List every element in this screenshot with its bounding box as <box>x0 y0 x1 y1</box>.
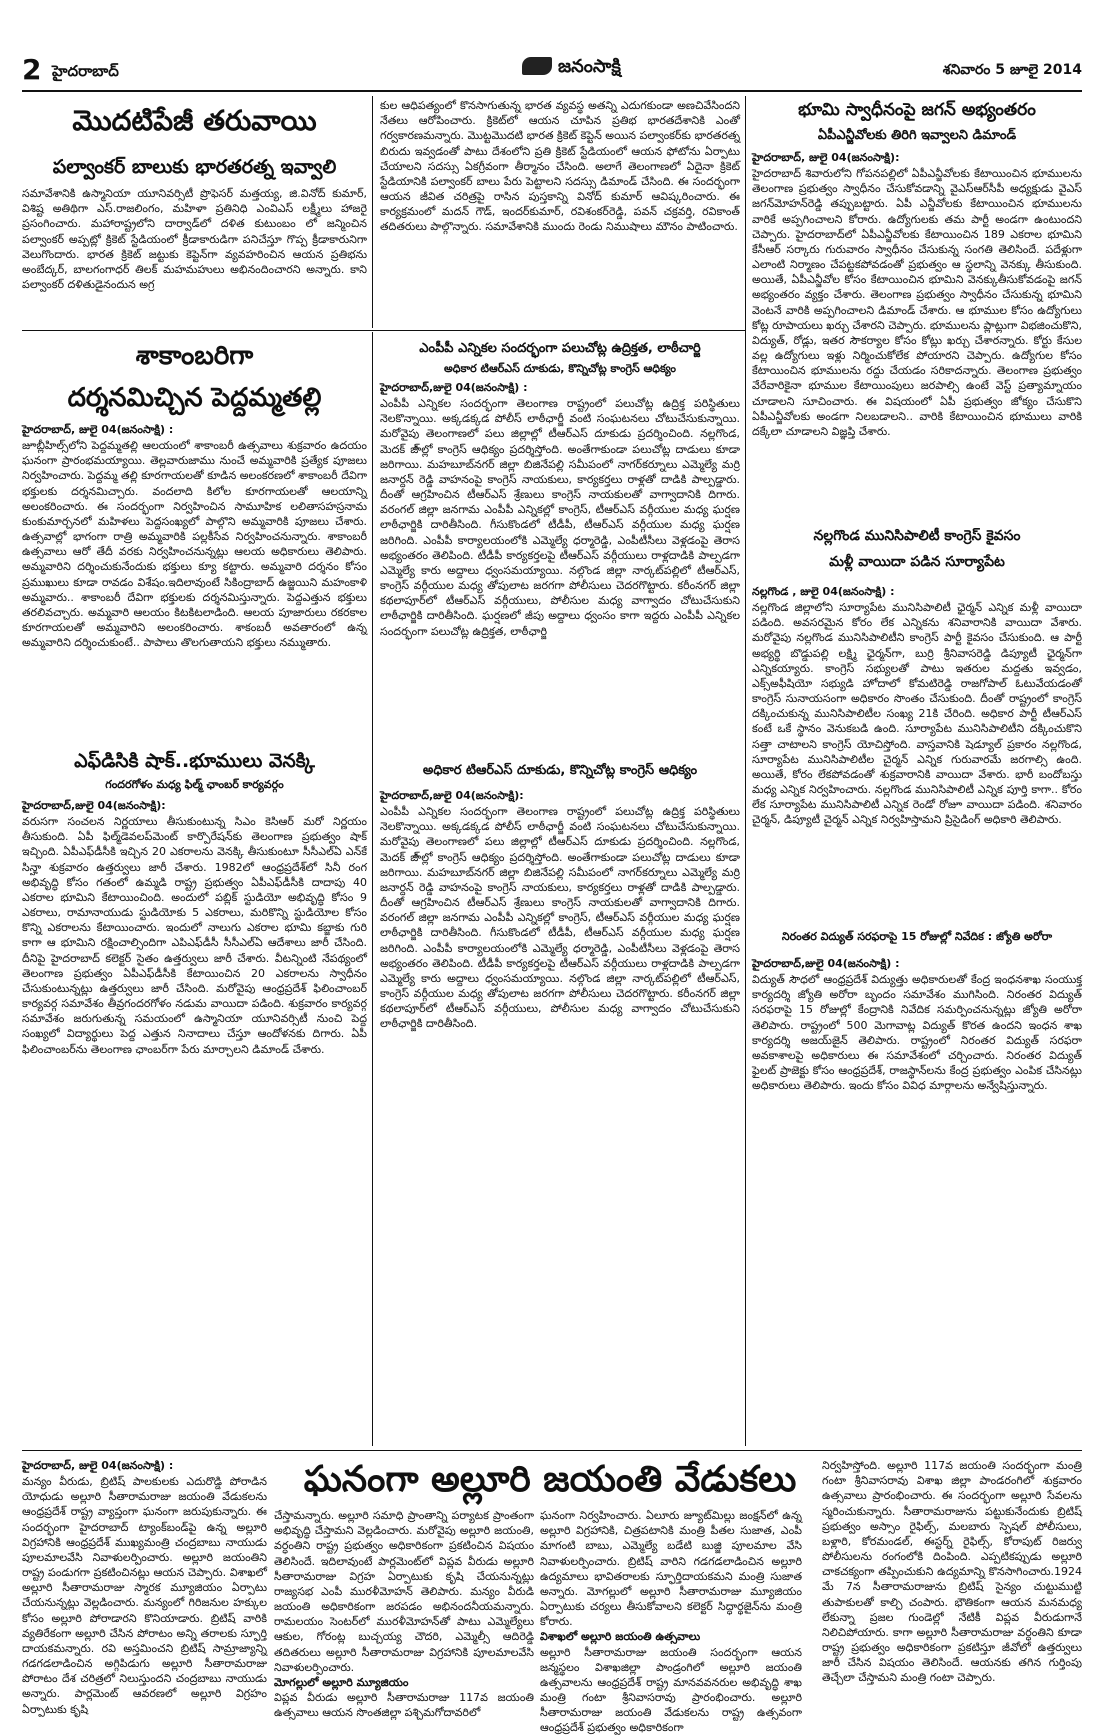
column-rule <box>372 96 373 328</box>
article-body: సమావేశానికి ఉస్మానియా యూనివర్సిటీ ప్రొఫెసర్ మత్తయ్య, జి.వినోద్ కుమార్, విశిష్ట అతిథిగా ఎస్.రాజలింగం, మహిళా ప్రతినిధి ఎంవిఎస్ లక్ష్మీలు హాజరై ప్రసంగించారు. మహారాష్ట్రలోని దార్వాడ్‌లో దళిత కుటుంబం లో జన్మించిన పల్వాంకర్ అప్పట్లో క్రికెట్ స్టేడియంలో క్రీడాకారుడిగా పనిచేస్తూ గొప్ప క్రీడాకారునిగా వెలుగొందారు. భారత క్రికెట్ జట్టుకు కెప్టెన్‌గా వ్యవహరించిన ఆయన ప్రతిభను అంబేద్కర్, బాలగంగాధర్ తిలక్ మహమహులు అభినందించారని అన్నారు. కాని పల్వాంకర్ దళితుడైనందున అగ్ర <box>22 187 367 292</box>
article-body: మన్యం వీరుడు, బ్రిటిష్ పాలకులకు ఎదురొడ్డి పోరాడిన యోధుడు అల్లూరి సీతారామరాజు జయంతి వేడుకలను ఆంధ్రప్రదేశ్ రాష్ట్ర వ్యాప్తంగా ఘనంగా జరుపుకున్నారు. ఈ సందర్భంగా హైదరాబాద్ ట్యాంక్‌బండ్‌పై ఉన్న అల్లూరి విగ్రహానికి ఆంధ్రప్రదేశ్ ముఖ్యమంత్రి చంద్రబాబు నాయుడు పూలమాలవేసి నివాళులర్పించారు. అల్లూరి జయంతిని రాష్ట్ర పండుగగా ప్రకటించినట్లు ఆయన చెప్పారు. విశాఖలో అల్లూరి సీతారామరాజు స్మారక మ్యూజియం ఏర్పాటు చేయనున్నట్లు వెల్లడించారు. మన్యంలో గిరిజనుల హక్కుల కోసం అల్లూరి పోరాడారని కొనియాడారు. బ్రిటిష్ వారికి వ్యతిరేకంగా అల్లూరి చేసిన పోరాటం అన్ని తరాలకు స్ఫూర్తి దాయకమన్నారు. రవి అస్తమించని బ్రిటిష్ సామ్రాజ్యాన్ని గడగడలాడించిన అగ్గిపిడుగు అల్లూరి సీతారామరాజు పోరాటం దేశ చరిత్రలో నిలుస్తుందని చంద్రబాబు నాయుడు అన్నారు. పార్లమెంట్ ఆవరణలో అల్లూరి విగ్రహం ఏర్పాటుకు కృషి <box>22 1475 267 1716</box>
page-city: హైదరాబాద్ <box>52 62 119 80</box>
article-body: నల్లగొండ జిల్లాలోని సూర్యాపేట మునిసిపాలిటీ ఛైర్మన్ ఎన్నిక మళ్లీ వాయిదా పడింది. అవసరమైన కోరం లేక ఎన్నికను శనివారానికి వాయిదా వేశారు. మరోవైపు నల్లగొండ మునిసిపాలిటీని కాంగ్రెస్ పార్టీ కైవసం చేసుకుంది. ఆ పార్టీ అభ్యర్థి బొడ్డుపల్లి లక్ష్మి ఛైర్మన్‌గా, బుర్రి శ్రీనివాసరెడ్డి డిప్యూటీ ఛైర్మన్‌గా ఎన్నికయ్యారు. కాంగ్రెస్ సభ్యులతో పాటు ఇతరుల మద్దతు ఇవ్వడం, ఎక్స్‌అఫీషియో సభ్యుడి హోదాలో కోమటిరెడ్డి రాజగోపాల్ ఓటువేయడంతో కాంగ్రెస్ సునాయసంగా అధికారం సొంతం చేసుకుంది. దీంతో రాష్ట్రంలో కాంగ్రెస్ దక్కించుకున్న మునిసిపాలిటీల సంఖ్య 21కి చేరింది. అధికార పార్టీ టీఆర్ఎస్ కంటే ఒకే స్థానం వెనుకబడి ఉంది. సూర్యాపేట మునిసిపాలిటీని దక్కించుకొని సత్తా చాటాలని కాంగ్రెస్ యోచిస్తోంది. వాస్తవానికి షెడ్యూల్ ప్రకారం నల్లగొండ, సూర్యాపేట మునిసిపాలిటీల చైర్మన్ ఎన్నిక గురువారమే జరగాల్సి ఉంది. అయితే, కోరం లేకపోవడంతో శుక్రవారానికి వాయిదా వేశారు. భారీ బందోబస్తు మధ్య ఎన్నిక నిర్వహించారు. నల్లగొండ మునిసిపాలిటీ ఎన్నిక పూర్తి కాగా.. కోరం లేక సూర్యాపేట మునిసిపాలిటీ ఎన్నిక రెండో రోజూ వాయిదా పడింది. శనివారం చైర్మన్, డిప్యూటీ చైర్మన్ ఎన్నిక నిర్వహిస్తామని ప్రిసైడింగ్ అధికారి తెలిపారు. <box>752 601 1082 827</box>
masthead-text: జనంసాక్షి <box>558 56 621 77</box>
article-dateline: హైదరాబాద్, జులై 04(జనంసాక్షి) : <box>22 423 174 436</box>
column-rule <box>745 96 746 446</box>
article-body: ఎంపీపీ ఎన్నికల సందర్భంగా తెలంగాణ రాష్ట్రంలో పలుచోట్ల ఉద్రిక్త పరిస్థితులు నెలకొన్నాయి. అక్కడక్కడ పోలీస్ లాఠీఛార్జీ వంటి సంఘటనలు చోటుచేసుకున్నాయి. మరోవైపు తెలంగాణలో పలు జిల్లాల్లో టీఆర్ఎస్ దూకుడు ప్రదర్శించింది. నల్లగొండ, మెదక్ జి్‌ాల్లో కాంగ్రెస్ ఆధిక్యం ప్రదర్శిస్తోంది. అంతేగాకుండా పలుచోట్ల దాడులు కూడా జరిగాయి. మహబూబ్‌నగర్ జిల్లా బిజినేపల్లి సమీపంలో నాగర్‌కర్నూలు ఎమ్మెల్యే మర్రి జనార్దన్ రెడ్డి వాహనంపై కాంగ్రెస్ నాయకులు, కార్యకర్తలు రాళ్లతో దాడికి పాల్పడ్డారు. దీంతో ఆగ్రహించిన టీఆర్ఎస్ శ్రేణులు కాంగ్రెస్ నాయకులతో వాగ్వాదానికి దిగారు. వరంగల్ జిల్లా జనగామ ఎంపీపీ ఎన్నికల్లో కాంగ్రెస్, టీఆర్ఎస్ వర్గీయుల మధ్య ఘర్షణ లాఠీఛార్జికి దారితీసింది. గీసుకొండలో టీడీపీ, టీఆర్ఎస్ వర్గీయుల మధ్య ఘర్షణ జరిగింది. ఎంపీపీ కార్యాలయంలోకి ఎమ్మెల్యే ధర్మారెడ్డి, ఎంపీటీసీలు వెళ్లడంపై తెరాస అభ్యంతరం తెలిపింది. టీడీపీ కార్యకర్తలపై టీఆర్ఎస్ వర్గీయులు రాళ్లదాడికి పాల్పడగా ఎమ్మెల్యే కారు అద్దాలు ధ్వంసమయ్యాయి. నల్గొండ జిల్లా నార్కట్‌పల్లిలో టీఆర్ఎస్, కాంగ్రెస్ వర్గీయుల మధ్య తోపులాట జరగగా పోలీసులు చెదరగొట్టారు. కరీంనగర్ జిల్లా కథలాపూర్‌లో టీఆర్ఎస్ వర్గీయులు, పోలీసుల మధ్య వాగ్వాదం చోటుచేసుకుని లాఠీఛార్జికి దారితీసింది. ఘర్షణలో జీపు అద్దాలు ధ్వంసం కాగా ఇద్దరు ఎంపీపీ ఎన్నికల సందర్భంగా పలుచోట్ల ఉద్రిక్తత, లాఠీఛార్జి <box>380 397 740 638</box>
article-headline: నిరంతర విద్యుత్ సరఫరాపై 15 రోజుల్లో నివేదిక : జ్యోతి అరోరా <box>781 930 1053 943</box>
article-subhead: అధికార టిఆర్ఎస్ దూకుడు, కొన్నిచోట్ల కాంగ్రెస్ ఆధిక్యం <box>444 362 676 375</box>
article-dateline: హైదరాబాద్, జులై 04(జనంసాక్షి) : <box>22 1459 174 1472</box>
article-dateline: హైదరాబాద్,జులై 04(జనంసాక్షి) : <box>380 381 528 394</box>
article-subhead: గందరగోళం మధ్య ఫిల్మ్ ఛాంబర్ కార్యవర్గం <box>105 778 284 791</box>
page-header <box>22 52 1082 88</box>
article-headline: పల్వాంకర్ బాలుకు భారతరత్న ఇవ్వాలి <box>52 156 337 178</box>
logo-mark-icon <box>522 57 552 75</box>
article-headline: దర్శనమిచ్చిన పెద్దమ్మతల్లి <box>67 383 322 413</box>
column-rule <box>372 332 373 446</box>
article-body-continued: కుల ఆధిపత్యంలో కొనసాగుతున్న భారత వ్యవస్థ అతన్ని ఎదుగకుండా అణచివేసిందని నేతలు ఆరోపించారు. క్రికెట్‌లో ఆయన చూపిన ప్రతిభ భారతదేశానికి ఎంతో గర్వకారణమన్నారు. మొట్టమొదటి భారత క్రికెట్ కెప్టెన్ అయిన పల్వాంకర్‌కు భారతరత్న బిరుదు ఇవ్వడంతో పాటు దేశంలోని ప్రతి క్రికెట్ స్టేడియంలో ఆయన ఫోటోను ఏర్పాటు చేయాలని సదస్సు ఏకగ్రీవంగా తీర్మానం చేసింది. అలాగే తెలంగాణలో ఏదైనా క్రికెట్ స్టేడియానికి పల్వాంకర్ బాలు పేరు పెట్టాలని సదస్సు డిమాండ్ చేసింది. ఈ సందర్భంగా ఆయన జీవిత చరిత్రపై రాసిన పుస్తకాన్ని వినోద్ కుమార్ ఆవిష్కరించారు. ఈ కార్యక్రమంలో మదన్ గౌడ్, ఇందర్‌కుమార్, రవిశంకర్‌రెడ్డి, పవన్ చక్రవర్తి, రవికాంత్ తదితరులు పాల్గొన్నారు. సమావేశానికి ముందు రెండు నిముషాలు మౌనం పాటించారు. <box>380 99 741 234</box>
article-body: విద్యుత్ సౌధలో ఆంధ్రప్రదేశ్ విద్యుత్తు అధికారులతో కేంద్ర ఇంధనశాఖ సంయుక్త కార్యదర్శి జ్యోతి అరోరా బృందం సమావేశం ముగిసింది. నిరంతర విద్యుత్ సరఫరాపై 15 రోజుల్లో కేంద్రానికి నివేదిక సమర్పించనున్నట్లు జ్యోతి అరోరా తెలిపారు. రాష్ట్రంలో 500 మెగావాట్ల విద్యుత్ కొరత ఉందని ఇంధన శాఖ కార్యదర్శి అజయ్‌జైన్ తెలిపారు. రాష్ట్రంలో నిరంతర విద్యుత్ సరఫరా అవకాశాలపై అధికారులు ఈ సమావేశంలో చర్చించారు. నిరంతర విద్యుత్ ఫైలట్ ప్రాజెక్టు కోసం ఆంధ్రప్రదేశ్, రాజస్థాన్‌లను కేంద్ర ప్రభుత్వం ఎంపిక చేసినట్లు అధికారులు తెలిపారు. ఇందు కోసం వివిధ మార్గాలను అన్వేషిస్తున్నారు. <box>752 973 1082 1093</box>
article-headline: ఎఫ్‌డిసికి షాక్..భూములు వెనక్కి <box>74 750 315 772</box>
article-dateline: హైదరాబాద్,జులై 04(జనంసాక్షి) : <box>752 957 900 970</box>
article-dateline: హైదరాబాద్,జులై 04(జనంసాక్షి): <box>380 789 524 802</box>
article-headline: ఎంపీపీ ఎన్నికల సందర్భంగా పలుచోట్ల ఉద్రిక్తత, లాఠీచార్జి <box>419 341 701 356</box>
article-body: చేస్తామన్నారు. అల్లూరి సమాధి ప్రాంతాన్ని పర్యాటక ప్రాంతంగా అభివృద్ధి చేస్తామని వెల్లడించారు. మరోవైపు అల్లూరి జయంతి, వర్ధంతిని రాష్ట్ర ప్రభుత్వం అధికారికంగా ప్రకటించిన విషయం తెలిసిందే. ఇదిలావుంటే పార్లమెంట్‌లో విప్లవ వీరుడు అల్లూరి సీతారామరాజు విగ్రహ ఏర్పాటుకు కృషి చేయనున్నట్లు రాజ్యసభ ఎంపీ మురళీమోహన్ తెలిపారు. మన్యం వీరుడి జయంతి అధికారికంగా జరపడం అభినందనీయమన్నారు. రామలయం సెంటర్‌లో మురళీమోహన్‌తో పాటు ఎమ్మెల్యేలు ఆకుల, గోరంట్ల బుచ్చయ్య చౌదరి, ఎమ్మెల్సీ ఆదిరెడ్డి తదితరులు అల్లూరి సీతారామరాజు విగ్రహానికి పూలమాలవేసి నివాళులర్పించారు. మోగల్లులో అల్లూరి మ్యూజియం విప్లవ వీరుడు అల్లూరి సీతారామరాజు 117వ జయంతి ఉత్సవాలు ఆయన సొంతజిల్లా పశ్చిమగోదావరిలో <box>274 1509 534 1720</box>
article-subhead: ఏపీఎన్జీవోలకు తిరిగి ఇవ్వాలని డిమాండ్ <box>817 128 1017 143</box>
article-dateline: హైదరాబాద్,జులై 04(జనంసాక్షి): <box>22 799 166 812</box>
section-rule <box>22 1450 1082 1451</box>
masthead-logo <box>522 55 621 80</box>
article-body: జూబ్లీహిల్స్‌లోని పెద్దమ్మతల్లి ఆలయంలో శాకాంబరీ ఉత్సవాలు శుక్రవారం ఉదయం ఘనంగా ప్రారంభమయ్యాయి. తెల్లవారుజాము నుంచే అమ్మవారికి ప్రత్యేక పూజలు నిర్వహించారు. పెద్దమ్మ తల్లి కూరగాయలతో కూడిన అలంకరణలో శాకాంబరీ దేవిగా భక్తులకు దర్శనమిచ్చారు. వందలాది కిలోల కూరగాయలతో ఆలయాన్ని అలంకరించారు. ఈ సందర్భంగా నిర్వహించిన సామూహిక లలితాసహస్రనామ కుంకుమార్చనలో మహిళలు పెద్దసంఖ్యలో పాల్గొని అమ్మవారికి పూజలు చేశారు. ఉత్సవాల్లో భాగంగా రాత్రి అమ్మవారికి పల్లకీసేవ నిర్వహించనున్నారు. శాకాంబరీ ఉత్సవాలు ఆరో తేదీ వరకు నిర్వహించనున్నట్లు ఆలయ అధికారులు తెలిపారు. అమ్మవారిని దర్శించుకునేందుకు భక్తులు క్యూ కట్టారు. అమ్మవారి దర్శనం కోసం ప్రముఖులు కూడా రావడం విశేషం.ఇదిలావుంటే సికింద్రాబాద్ ఉజ్జయిని మహంకాళి అమ్మవారు.. శాకాంబరీ దేవిగా భక్తులకు దర్శనమిస్తున్నారు. పెద్దఎత్తున భక్తులు తరలివచ్చారు. అమ్మవారి ఆలయం కిటకిటలాడింది. ఆలయ పూజారులు రకరకాల కూరగాయలతో అమ్మవారిని అలంకరించారు. శాకంబరీ అవతారంలో ఉన్న అమ్మవారిని దర్శించుకుంటే.. పాపాలు తొలగుతాయని భక్తులు నమ్ముతారు. <box>22 439 367 650</box>
article-dateline: హైదరాబాద్, జులై 04(జనంసాక్షి): <box>752 151 900 164</box>
article-headline: నల్లగొండ మునిసిపాలిటీ కాంగ్రెస్ కైవసం <box>813 528 1021 544</box>
article-dateline: నల్లగొండ , జులై 04(జనంసాక్షి) : <box>752 585 895 598</box>
article-headline: మళ్లీ వాయిదా పడిన సూర్యాపేట <box>829 554 1005 570</box>
article-headline: భూమి స్వాధీనంపై జగన్ అభ్యంతరం <box>798 100 1036 120</box>
section-banner: మొదటిపేజీ తరువాయి <box>72 104 317 137</box>
page-date: శనివారం 5 జూలై 2014 <box>942 62 1082 78</box>
section-rule <box>22 330 745 331</box>
article-subhead: విశాఖలో అల్లూరి జయంతి ఉత్సవాలు <box>540 1630 701 1644</box>
article-body: వరుసగా సంచలన నిర్ణయాలు తీసుకుంటున్న సిఎం కెసిఆర్ మరో నిర్ణయం తీసుకుంది. ఏపీ ఫిల్మ్‌డెవలప్‌మెంట్ కార్పొరేషన్‌కు తెలంగాణ ప్రభుత్వం షాక్ ఇచ్చింది. ఏపీఎఫ్‌డీసీకి ఇచ్చిన 20 ఎకరాలను వెనక్కి తీసుకుంటూ సీసీఎల్ఏ ఎన్‌కే సిన్హా శుక్రవారం ఉత్తర్వులు జారీ చేశారు. 1982లో ఆంధ్రప్రదేశ్‌లో సినీ రంగ అభివృద్ధి కోసం గతంలో ఉమ్మడి రాష్ట్ర ప్రభుత్వం ఏపీఎఫ్‌డీసీకి దాదాపు 40 ఎకరాల భూమిని కేటాయించింది. అందులో పబ్లిక్ స్టుడియో అభివృద్ధి కోసం 9 ఎకరాలు, రామానాయుడు స్టుడియోకు 5 ఎకరాలు, మరికొన్ని స్టుడియోల కోసం కొన్ని ఎకరాలను కేటాయించారు. ఇందులో నాలుగు ఎకరాల భూమి కబ్జాకు గురి కాగా ఆ భూమిని రక్షించాల్సిందిగా ఎపిఎఫ్‌డీసీ సీసీఎల్ఏ ఆదేశాలు జారీ చేసింది. దీనిపై హైదరాబాద్ కలెక్టర్ సైతం ఉత్తర్వులు జారీ చేశారు. వీటన్నింటి నేపథ్యంలో తెలంగాణ ప్రభుత్వం ఏపీఎఫ్‌డీసీకి కేటాయించిన 20 ఎకరాలను స్వాధీనం చేసుకుంటున్నట్లు ఉత్తర్వులు జారీ చేసింది. మరోవైపు ఆంధ్రప్రదేశ్ ఫిలించాంబర్ కార్యవర్గ సమావేశం తీవ్రగందరగోళం నడుమ వాయిదా పడింది. శుక్రవారం కార్యవర్గ సమావేశం జరుగుతున్న సమయంలో ఉస్మానియా యూనివర్సిటీ నుంచి పెద్ద సంఖ్యలో విద్యార్థులు పెద్ద ఎత్తున నినాదాలు చేస్తూ ఆందోళనకు దిగారు. ఏపీ ఫిలించాంబర్‌ను తెలంగాణ ఛాంబర్‌గా పేరు మార్చాలని డిమాండ్ చేశారు. <box>22 815 367 1056</box>
article-body: హైదరాబాద్ శివారులోని గోపనపల్లిలో ఏపీఎన్జీవోలకు కేటాయించిన భూములను తెలంగాణ ప్రభుత్వం స్వాధీనం చేసుకోవడాన్ని వైఎస్ఆర్‌సీపీ అధ్యక్షుడు వైఎస్ జగన్‌మోహన్‌రెడ్డి తప్పుబట్టారు. ఏపీ ఎన్జీవోలకు కేటాయించిన భూములను వారికే అప్పగించాలని కోరారు. ఉద్యోగులకు తమ పార్టీ అండగా ఉంటుందని చెప్పారు. హైదరాబాద్‌లో ఏపీఎన్జీవోలకు కేటాయించిన 189 ఎకరాల భూమిని కేసీఆర్ సర్కారు గురువారం స్వాధీనం చేసుకున్న సంగతి తెలిసిందే. పదేళ్లుగా ఎలాంటి నిర్మాణం చేపట్టకపోవడంతో ప్రభుత్వం ఆ స్థలాన్ని వెనక్కు తీసుకుంది. అయితే, ఏపీఎన్జీవోల కోసం కేటాయించిన భూమిని వెనక్కుతీసుకోవడంపై జగన్ అభ్యంతరం వ్యక్తం చేశారు. తెలంగాణ ప్రభుత్వం స్వాధీనం చేసుకున్న భూమిని వెంటనే వారికి అప్పగించాలని డిమాండ్ చేశారు. ఆ భూముల కోసం ఉద్యోగులు కోట్ల రూపాయలు ఖర్చు చేశారని చెప్పారు. భూములను ప్లాట్లుగా విభజించుకొని, విద్యుత్, రోడ్లు, ఇతర సౌకర్యాల కోసం కోట్లు ఖర్చు చేశారన్నారు. కోర్టు కేసుల వల్ల ఉద్యోగులు ఇళ్లు నిర్మించుకోలేక పోయారని చెప్పారు. ఉద్యోగుల కోసం కేటాయించిన భూములను రద్దు చేయడం సరికాదన్నారు. తెలంగాణ ప్రభుత్వం వేరేవారికైనా భూముల కేటాయింపులు జరపాల్సి ఉంటే వెస్ట్ ప్రత్యామ్నాయం చూడాలని సూచించారు. ఈ విషయంలో ఏపీ ప్రభుత్వం జోక్యం చేసుకొని ఏపీఎన్జీవోలకు అండగా నిలబడాలని.. వారికి కేటాయించిన భూములు వారికి దక్కేలా చూడాలని విజ్ఞప్తి చేశారు. <box>752 167 1082 438</box>
article-headline: అధికార టిఆర్ఎస్ దూకుడు, కొన్నిచోట్ల కాంగ్రెస్ ఆధిక్యం <box>422 763 698 778</box>
column-rule <box>372 446 373 1446</box>
column-rule <box>745 446 746 1446</box>
header-rule <box>22 90 1082 92</box>
page-number: 2 <box>22 53 42 86</box>
article-headline: ఘనంగా అల్లూరి జయంతి వేడుకలు <box>303 1459 797 1500</box>
article-body: ఘనంగా నిర్వహించారు. ఏలూరు జ్యూట్‌మిల్లు జంక్షన్‌లో ఉన్న అల్లూరి విగ్రహానికి, చిత్రపటానికి మంత్రి పీతల సుజాత, ఎంపీ మాగంటి బాబు, ఎమ్మెల్యే బడేటి బుజ్జి పూలమాల వేసి నివాళులర్పించారు. బ్రిటిష్ వారిని గడగడలాడించిన అల్లూరి ఉద్యమాలు భావితరాలకు స్ఫూర్తిదాయకమని మంత్రి సుజాత అన్నారు. మోగల్లులో అల్లూరి సీతారామరాజు మ్యూజియం ఏర్పాటుకు చర్యలు తీసుకోవాలని కలెక్టర్ సిద్ధార్థజైన్‌ను మంత్రి కోరారు. విశాఖలో అల్లూరి జయంతి ఉత్సవాలు అల్లూరి సీతారామరాజు జయంతి సందర్భంగా ఆయన జన్మస్థలం విశాఖజిల్లా పాండ్రంగిలో అల్లూరి జయంతి ఉత్సవాలను ఆంధ్రప్రదేశ్ రాష్ట్ర మానవవనరుల అభివృద్ధి శాఖ మంత్రి గంటా శ్రీనివాసరావు ప్రారంభించారు. అల్లూరి సీతారామరాజు జయంతి వేడుకలను రాష్ట్ర ఉత్సవంగా ఆంధ్రప్రదేశ్ ప్రభుత్వం అధికారికంగా <box>540 1509 802 1735</box>
article-headline: శాకాంబరిగా <box>135 341 254 371</box>
article-body: నిర్వహిస్తోంది. అల్లూరి 117వ జయంతి సందర్భంగా మంత్రి గంటా శ్రీనివాసరావు విశాఖ జిల్లా పాండరంగిలో శుక్రవారం ఉత్సవాలు ప్రారంభించారు. ఈ సందర్భంగా అల్లూరి సేవలను స్మరించుకున్నారు. సీతారామరాజును పట్టుకునేందుకు బ్రిటిష్ ప్రభుత్వం అస్సాం రైఫిల్స్, మలబారు స్పెషల్ పోలీసులు, బళ్లారి, కోరమండల్, ఈస్టర్న్ రైఫిల్స్, కోరాపుట్ రిజర్వు పోలీసులను రంగంలోకి దింపింది. ఎప్పటికప్పుడు అల్లూరి చాకచక్యంగా తప్పించుకుని ఉద్యమాన్ని కొనసాగించారు.1924 మే 7న సీతారామరాజును బ్రిటిష్ సైన్యం చుట్టుముట్టి తుపాకులతో కాల్చి చంపారు. భౌతికంగా ఆయన మనమధ్య లేకున్నా ప్రజల గుండెల్లో నేటికీ విప్లవ వీరుడుగానే నిలిచిపోయారు. కాగా అల్లూరి సీతారామరాజు వర్ధంతిని కూడా రాష్ట్ర ప్రభుత్వం అధికారికంగా ప్రకటిస్తూ జీవోలో ఉత్తర్వులు జారీ చేసిన విషయం తెలిసిందే. ఆయనకు తగిన గుర్తింపు తెచ్చేలా చేస్తామని మంత్రి గంటా చెప్పారు. <box>822 1459 1082 1685</box>
article-subhead: మోగల్లులో అల్లూరి మ్యూజియం <box>274 1675 409 1689</box>
article-body: ఎంపీపీ ఎన్నికల సందర్భంగా తెలంగాణ రాష్ట్రంలో పలుచోట్ల ఉద్రిక్త పరిస్థితులు నెలకొన్నాయి. అక్కడక్కడ పోలీస్ లాఠీఛార్జీ వంటి సంఘటనలు చోటుచేసుకున్నాయి. మరోవైపు తెలంగాణలో పలు జిల్లాల్లో టీఆర్ఎస్ దూకుడు ప్రదర్శించింది. నల్లగొండ, మెదక్ జి్‌ాల్లో కాంగ్రెస్ ఆధిక్యం ప్రదర్శిస్తోంది. అంతేగాకుండా పలుచోట్ల దాడులు కూడా జరిగాయి. మహబూబ్‌నగర్ జిల్లా బిజినేపల్లి సమీపంలో నాగర్‌కర్నూలు ఎమ్మెల్యే మర్రి జనార్దన్ రెడ్డి వాహనంపై కాంగ్రెస్ నాయకులు, కార్యకర్తలు రాళ్లతో దాడికి పాల్పడ్డారు. దీంతో ఆగ్రహించిన టీఆర్ఎస్ శ్రేణులు కాంగ్రెస్ నాయకులతో వాగ్వాదానికి దిగారు. వరంగల్ జిల్లా జనగామ ఎంపీపీ ఎన్నికల్లో కాంగ్రెస్, టీఆర్ఎస్ వర్గీయుల మధ్య ఘర్షణ లాఠీఛార్జికి దారితీసింది. గీసుకొండలో టీడీపీ, టీఆర్ఎస్ వర్గీయుల మధ్య ఘర్షణ జరిగింది. ఎంపీపీ కార్యాలయంలోకి ఎమ్మెల్యే ధర్మారెడ్డి, ఎంపీటీసీలు వెళ్లడంపై తెరాస అభ్యంతరం తెలిపింది. టీడీపీ కార్యకర్తలపై టీఆర్ఎస్ వర్గీయులు రాళ్లదాడికి పాల్పడగా ఎమ్మెల్యే కారు అద్దాలు ధ్వంసమయ్యాయి. నల్గొండ జిల్లా నార్కట్‌పల్లిలో టీఆర్ఎస్, కాంగ్రెస్ వర్గీయుల మధ్య తోపులాట జరగగా పోలీసులు చెదరగొట్టారు. కరీంనగర్ జిల్లా కథలాపూర్‌లో టీఆర్ఎస్ వర్గీయులు, పోలీసుల మధ్య వాగ్వాదం చోటుచేసుకుని లాఠీఛార్జికి దారితీసింది. <box>380 805 740 1031</box>
